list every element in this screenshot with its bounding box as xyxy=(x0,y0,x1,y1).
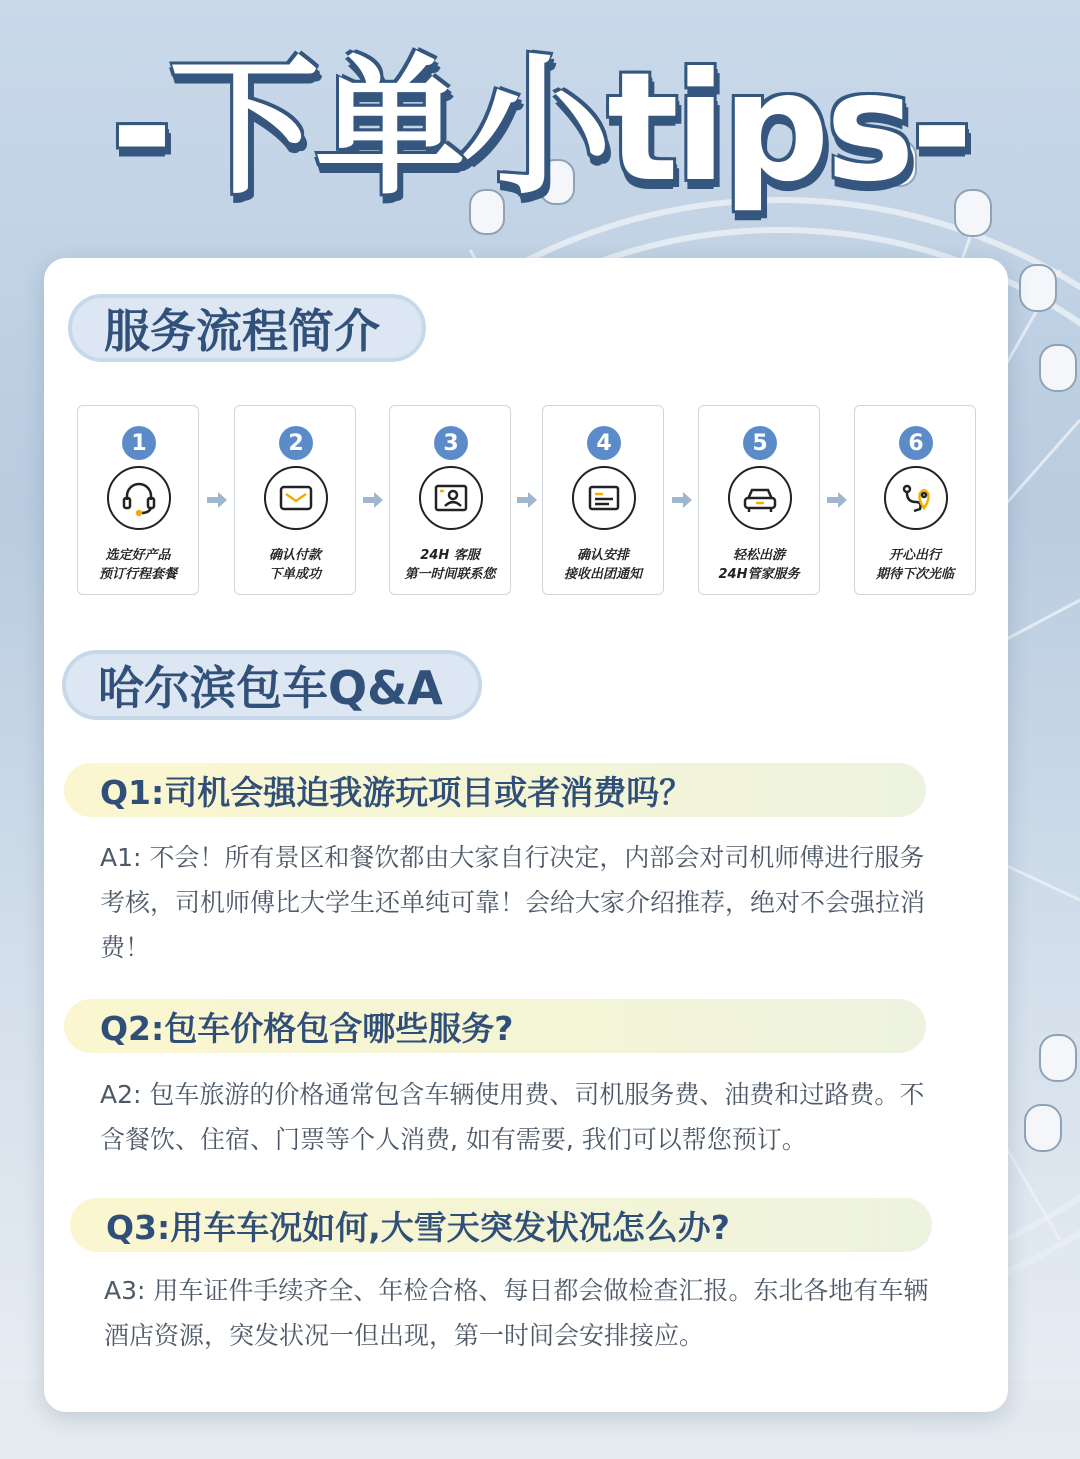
arrow-right-icon xyxy=(517,492,537,508)
step-number: 5 xyxy=(743,426,777,460)
step-label: 确认安排 xyxy=(576,548,629,563)
step-label: 选定好产品 xyxy=(105,548,171,563)
process-steps xyxy=(77,405,977,595)
step-number: 4 xyxy=(587,426,621,460)
step-label: 确认付款 xyxy=(268,548,321,563)
notice-icon xyxy=(572,466,636,530)
step-label: 开心出行 xyxy=(888,548,941,563)
step-sublabel: 预订行程套餐 xyxy=(98,567,177,582)
section-heading-process: 服务流程简介 xyxy=(68,294,426,362)
step-sublabel: 第一时间联系您 xyxy=(404,567,496,582)
step-number: 3 xyxy=(434,426,468,460)
step-number: 2 xyxy=(279,426,313,460)
step-sublabel: 接收出团通知 xyxy=(563,567,642,582)
step-sublabel: 24H管家服务 xyxy=(718,567,800,582)
step-sublabel: 期待下次光临 xyxy=(875,567,954,582)
answer-1: A1: 不会！所有景区和餐饮都由大家自行决定，内部会对司机师傅进行服务考核，司机师傅比大学生还单纯可靠！会给大家介绍推荐，绝对不会强拉消费！ xyxy=(100,843,926,962)
step-2 xyxy=(234,405,356,595)
question-3: Q3:用车车况如何,大雪天突发状况怎么办? xyxy=(70,1198,932,1252)
arrow-right-icon xyxy=(363,492,383,508)
step-number: 1 xyxy=(122,426,156,460)
tips-card xyxy=(44,258,1008,1412)
answer-3: A3: 用车证件手续齐全、年检合格、每日都会做检查汇报。东北各地有车辆酒店资源，突发状况一但出现，第一时间会安排接应。 xyxy=(104,1276,929,1350)
arrow-right-icon xyxy=(672,492,692,508)
route-pin-icon xyxy=(884,466,948,530)
step-1 xyxy=(77,405,199,595)
page-title: -下单小tips- xyxy=(110,41,970,215)
arrow-right-icon xyxy=(207,492,227,508)
envelope-icon xyxy=(264,466,328,530)
car-icon xyxy=(728,466,792,530)
step-5 xyxy=(698,405,820,595)
step-number: 6 xyxy=(899,426,933,460)
question-1: Q1:司机会强迫我游玩项目或者消费吗？ xyxy=(64,763,926,817)
question-2: Q2:包车价格包含哪些服务? xyxy=(64,999,926,1053)
step-6 xyxy=(854,405,976,595)
step-label: 24H 客服 xyxy=(420,548,480,563)
answer-2: A2: 包车旅游的价格通常包含车辆使用费、司机服务费、油费和过路费。不含餐饮、住宿、门票等个人消费, 如有需要, 我们可以帮您预订。 xyxy=(100,1080,925,1154)
step-sublabel: 下单成功 xyxy=(268,567,321,582)
step-4 xyxy=(542,405,664,595)
step-label: 轻松出游 xyxy=(732,548,785,563)
contact-card-icon xyxy=(419,466,483,530)
step-3 xyxy=(389,405,511,595)
headset-icon xyxy=(107,466,171,530)
arrow-right-icon xyxy=(827,492,847,508)
section-heading-qa: 哈尔滨包车Q&A xyxy=(62,650,482,720)
